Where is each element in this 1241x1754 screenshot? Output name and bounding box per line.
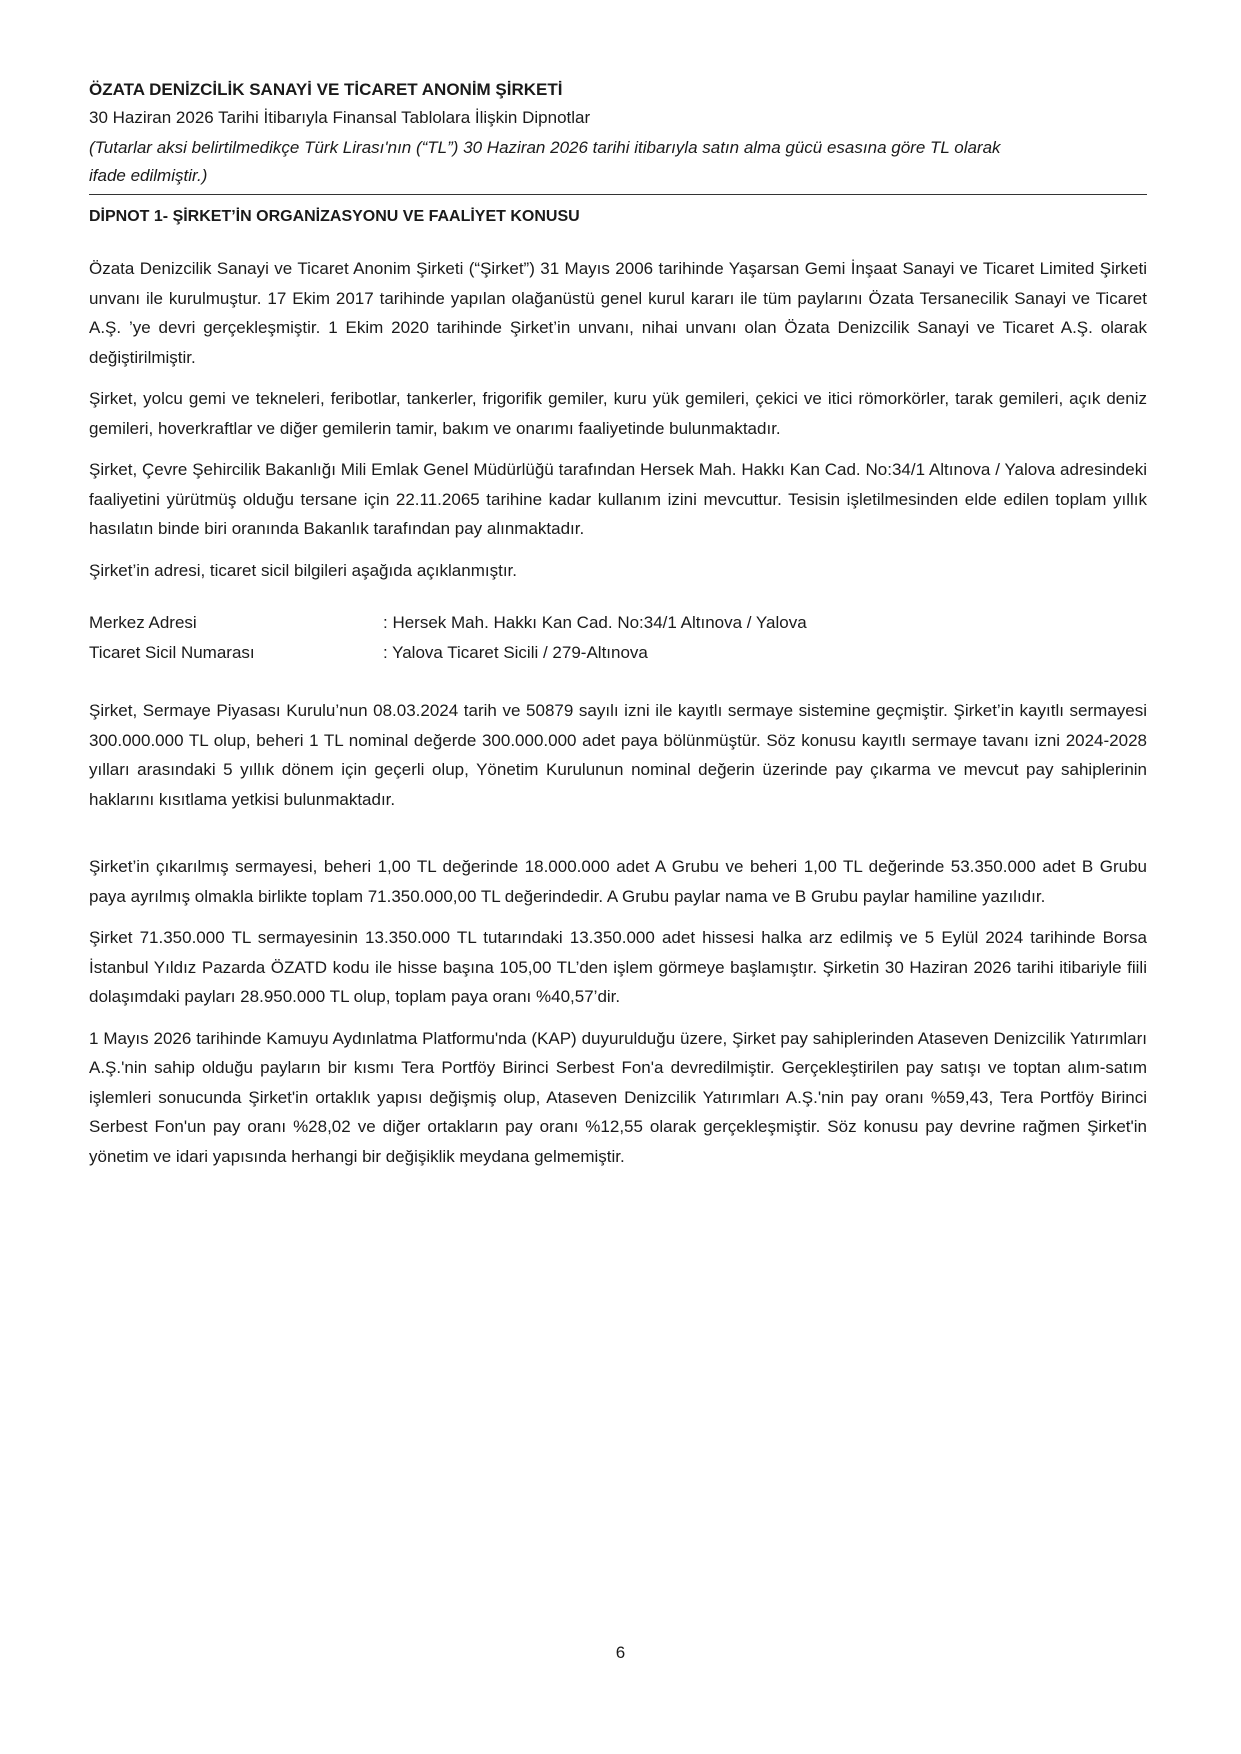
details-row-address: [89, 608, 1147, 638]
section-heading: DİPNOT 1- ŞİRKET’İN ORGANİZASYONU VE FAALİYET KONUSU: [89, 208, 580, 225]
details-value: : Yalova Ticaret Sicili / 279-Altınova: [383, 642, 648, 662]
section-body: [89, 254, 1147, 1171]
paragraph-registered-capital: Şirket, Sermaye Piyasası Kurulu’nun 08.03.2024 tarih ve 50879 sayılı izni ile kayıtlı sermaye sistemine geçmiştir. Şirket’in kayıtlı sermayesi 300.000.000 TL olup, beheri 1 TL nominal değerde 300.000.000 adet paya bölünmüştür. Söz konusu kayıtlı sermaye tavanı izni 2024-2028 yılları arasındaki 5 yıllık dönem için geçerli olup, Yönetim Kurulunun nominal değerin üzerinde pay çıkarma ve mevcut pay sahiplerinin haklarını kısıtlama yetkisi bulunmaktadır.: [89, 701, 1147, 809]
paragraph-issued-capital: Şirket’in çıkarılmış sermayesi, beheri 1,00 TL değerinde 18.000.000 adet A Grubu ve beheri 1,00 TL değerinde 53.350.000 adet B Grubu paya ayrılmış olmakla birlikte toplam 71.350.000,00 TL değerindedir. A Grubu paylar nama ve B Grubu paylar hamiline yazılıdır.: [89, 857, 1147, 906]
currency-note: [89, 134, 1147, 190]
details-value: : Hersek Mah. Hakkı Kan Cad. No:34/1 Altınova / Yalova: [383, 613, 807, 632]
details-row-trade-registry: [89, 638, 1147, 668]
paragraph-business-activity: Şirket, yolcu gemi ve tekneleri, feribotlar, tankerler, frigorifik gemiler, kuru yük gemileri, çekici ve itici römorkörler, tarak gemileri, açık deniz gemileri, hoverkraftlar ve diğer gemilerin tamir, bakım ve onarımı faaliyetinde bulunmaktadır.: [89, 389, 1147, 438]
header-divider: [89, 194, 1147, 195]
currency-note-line1: (Tutarlar aksi belirtilmedikçe Türk Lirası'nın (“TL”) 30 Haziran 2026 tarihi itibarıyla satın alma gücü esasına göre TL olarak: [89, 138, 1001, 157]
paragraph-address-intro: Şirket’in adresi, ticaret sicil bilgileri aşağıda açıklanmıştır.: [89, 560, 517, 580]
document-page: [89, 78, 1147, 1171]
details-label: Ticaret Sicil Numarası: [89, 642, 255, 662]
page-number: 6: [615, 1643, 626, 1662]
paragraph-public-offering: Şirket 71.350.000 TL sermayesinin 13.350.000 TL tutarındaki 13.350.000 adet hissesi halka arz edilmiş ve 5 Eylül 2024 tarihinde Borsa İstanbul Yıldız Pazarda ÖZATD kodu ile hisse başına 105,00 TL’den işlem görmeye başlamıştır. Şirketin 30 Haziran 2026 tarihi itibariyle fiili dolaşımdaki payları 28.950.000 TL olup, toplam paya oranı %40,57’dir.: [89, 928, 1147, 1006]
company-details-table: [89, 608, 1147, 667]
paragraph-shipyard-permit: Şirket, Çevre Şehircilik Bakanlığı Mili Emlak Genel Müdürlüğü tarafından Hersek Mah. Hakkı Kan Cad. No:34/1 Altınova / Yalova adresindeki faaliyetini yürütmüş olduğu tersane için 22.11.2065 tarihine kadar kullanım izini mevcuttur. Tesisin işletilmesinden elde edilen toplam yıllık hasılatın binde biri oranında Bakanlık tarafından pay alınmaktadır.: [89, 460, 1147, 538]
report-subtitle: 30 Haziran 2026 Tarihi İtibarıyla Finansal Tablolara İlişkin Dipnotlar: [89, 108, 591, 127]
details-label: Merkez Adresi: [89, 613, 197, 632]
paragraph-ownership-change: 1 Mayıs 2026 tarihinde Kamuyu Aydınlatma Platformu'nda (KAP) duyurulduğu üzere, Şirket pay sahiplerinden Ataseven Denizcilik Yatırımları A.Ş.'nin sahip olduğu payların bir kısmı Tera Portföy Birinci Serbest Fon'a devredilmiştir. Gerçekleştirilen pay satışı ve toptan alım-satım işlemleri sonucunda Şirket'in ortaklık yapısı değişmiş olup, Ataseven Denizcilik Yatırımları A.Ş.'nin pay oranı %59,43, Tera Portföy Birinci Serbest Fon'un pay oranı %28,02 ve diğer ortakların pay oranı %12,55 olarak gerçekleşmiştir. Söz konusu pay devrine rağmen Şirket'in yönetim ve idari yapısında herhangi bir değişiklik meydana gelmemiştir.: [89, 1028, 1147, 1166]
company-name: ÖZATA DENİZCİLİK SANAYİ VE TİCARET ANONİM ŞİRKETİ: [89, 80, 563, 99]
document-header: [89, 78, 1147, 195]
paragraph-company-history: Özata Denizcilik Sanayi ve Ticaret Anonim Şirketi (“Şirket”) 31 Mayıs 2006 tarihinde Yaşarsan Gemi İnşaat Sanayi ve Ticaret Limited Şirketi unvanı ile kurulmuştur. 17 Ekim 2017 tarihinde yapılan olağanüstü genel kurul kararı ile tüm paylarını Özata Tersanecilik Sanayi ve Ticaret A.Ş. ’ye devri gerçekleşmiştir. 1 Ekim 2020 tarihinde Şirket’in unvanı, nihai unvanı olan Özata Denizcilik Sanayi ve Ticaret A.Ş. olarak değiştirilmiştir.: [89, 259, 1147, 367]
currency-note-line2: ifade edilmiştir.): [89, 166, 208, 185]
